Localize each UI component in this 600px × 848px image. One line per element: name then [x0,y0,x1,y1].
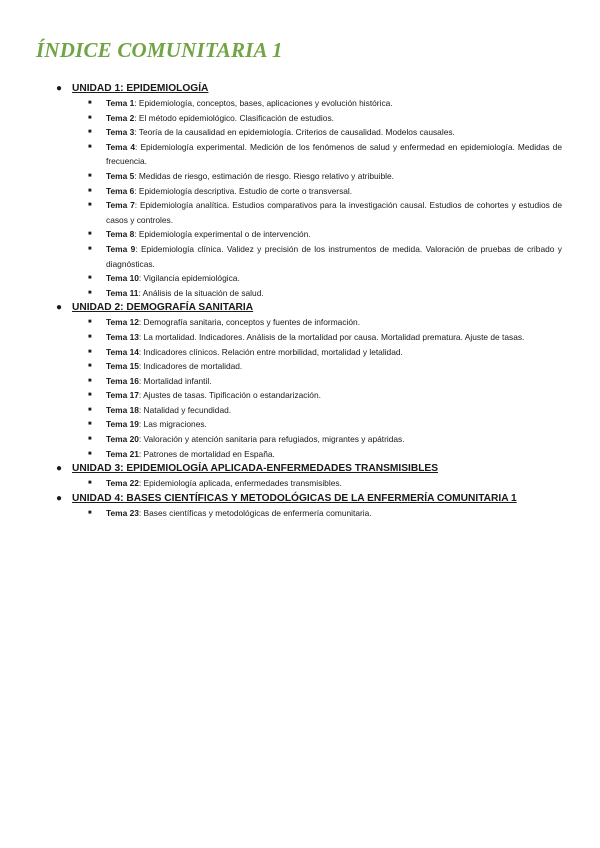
topic-text: : Indicadores clínicos. Relación entre morbilidad, mortalidad y letalidad. [138,346,403,357]
bullet-square-icon: ■ [88,377,92,384]
unit-heading-text: UNIDAD 3: EPIDEMIOLOGÍA APLICADA-ENFERMEDADES TRANSMISIBLES [72,463,439,475]
bullet-square-icon: ■ [88,231,92,238]
bullet-square-icon: ■ [88,187,92,194]
topic-text: : Bases científicas y metodológicas de enfermería comunitaria. [138,507,372,518]
topic-item [88,286,562,301]
topic-label: Tema 17 [106,390,139,401]
topic-item [88,506,562,521]
topic-text: : Epidemiología analítica. Estudios comparativos para la investigación causal. Estudios de cohortes y estudios de casos y controles. [106,200,562,225]
topic-item [88,184,562,199]
unit-heading [56,491,562,506]
topic-text: : El método epidemiológico. Clasificación de estudios. [134,112,334,123]
topic-label: Tema 2 [106,112,135,123]
topic-label: Tema 23 [106,507,139,518]
topic-label: Tema 16 [106,375,139,386]
topic-text: : Epidemiología experimental. Medición de los fenómenos de salud y enfermedad en epidemiología. Medidas de frecuencia. [106,141,562,167]
topic-label: Tema 22 [106,478,139,489]
topic-label: Tema 19 [106,419,139,430]
bullet-square-icon: ■ [88,275,92,282]
topic-label: Tema 13 [106,331,139,342]
topic-item [88,198,562,227]
topic-list [72,506,562,521]
topic-text: : Vigilancia epidemiológica. [138,273,240,284]
topic-item [88,374,562,389]
bullet-square-icon: ■ [88,363,92,370]
topic-label: Tema 15 [106,361,139,372]
unit-heading [56,461,562,476]
topic-item [88,271,562,286]
bullet-square-icon: ■ [88,245,92,252]
topic-label: Tema 5 [106,170,135,181]
topic-item [88,315,562,330]
topic-label: Tema 12 [106,317,139,328]
topic-text: : Epidemiología experimental o de intervención. [134,229,311,240]
topic-label: Tema 20 [106,434,139,445]
topic-text: : Natalidad y fecundidad. [138,404,232,415]
topic-item [88,140,562,169]
unit-section [36,81,562,300]
topic-text: : Teoría de la causalidad en epidemiología. Criterios de causalidad. Modelos causales. [134,127,455,138]
bullet-square-icon: ■ [88,172,92,179]
topic-text: : Medidas de riesgo, estimación de riesgo. Riesgo relativo y atribuible. [134,170,395,181]
topic-text: : Mortalidad infantil. [138,375,212,386]
topic-text: : Epidemiología, conceptos, bases, aplicaciones y evolución histórica. [134,98,393,108]
topic-label: Tema 6 [106,185,135,196]
bullet-dot-icon: ● [56,302,63,314]
topic-text: : Epidemiología descriptiva. Estudio de corte o transversal. [134,185,353,196]
topic-label: Tema 14 [106,346,139,357]
topic-list [72,96,562,300]
topic-text: : Indicadores de mortalidad. [138,361,243,372]
topic-item [88,125,562,140]
topic-list [72,315,562,461]
bullet-square-icon: ■ [88,129,92,136]
topic-list [72,476,562,491]
unit-heading-text: UNIDAD 1: EPIDEMIOLOGÍA [72,83,209,94]
bullet-square-icon: ■ [88,319,92,326]
topic-item [88,330,562,345]
topic-item [88,111,562,126]
topic-text: : Ajustes de tasas. Tipificación o estandarización. [138,390,321,401]
unit-heading [56,300,562,315]
topic-label: Tema 18 [106,404,139,415]
topic-item [88,432,562,447]
topic-item [88,447,562,462]
unit-heading [56,81,562,96]
page-title: ÍNDICE COMUNITARIA 1 [36,38,283,62]
bullet-square-icon: ■ [88,421,92,428]
bullet-square-icon: ■ [88,333,92,340]
unit-section [36,461,562,491]
topic-text: : Las migraciones. [138,419,207,430]
unit-section [36,491,562,521]
topic-label: Tema 21 [106,448,139,459]
topic-text: : Epidemiología aplicada, enfermedades transmisibles. [138,478,342,489]
bullet-dot-icon: ● [56,492,63,504]
topic-label: Tema 7 [106,200,135,211]
unit-heading-text: UNIDAD 2: DEMOGRAFÍA SANITARIA [72,302,254,314]
topic-label: Tema 11 [106,287,139,298]
bullet-square-icon: ■ [88,480,92,487]
topic-item [88,403,562,418]
topic-item [88,388,562,403]
topic-label: Tema 10 [106,273,139,284]
bullet-square-icon: ■ [88,202,92,209]
topic-item [88,96,562,111]
topic-text: : Epidemiología clínica. Validez y precisión de los instrumentos de medida. Valoración de pruebas de cribado y diagnósticas. [106,243,562,269]
topic-item [88,169,562,184]
unit-list [36,81,562,520]
topic-text: : Análisis de la situación de salud. [138,287,264,298]
topic-item [88,476,562,491]
bullet-square-icon: ■ [88,114,92,121]
bullet-square-icon: ■ [88,406,92,413]
topic-item [88,359,562,374]
topic-item [88,345,562,360]
topic-item [88,242,562,271]
bullet-square-icon: ■ [88,436,92,443]
bullet-square-icon: ■ [88,143,92,150]
topic-label: Tema 1 [106,98,135,108]
bullet-square-icon: ■ [88,289,92,296]
bullet-square-icon: ■ [88,392,92,399]
topic-label: Tema 4 [106,141,136,152]
unit-heading-text: UNIDAD 4: BASES CIENTÍFICAS Y METODOLÓGICAS DE LA ENFERMERÍA COMUNITARIA 1 [72,492,517,504]
bullet-square-icon: ■ [88,348,92,355]
bullet-square-icon: ■ [88,450,92,457]
topic-label: Tema 3 [106,127,135,138]
topic-text: : Patrones de mortalidad en España. [138,448,275,459]
bullet-dot-icon: ● [56,463,63,475]
topic-item [88,227,562,242]
topic-item [88,417,562,432]
topic-label: Tema 8 [106,229,135,240]
topic-text: : Valoración y atención sanitaria para refugiados, migrantes y apátridas. [138,434,405,445]
unit-section [36,300,562,461]
topic-text: : Demografía sanitaria, conceptos y fuentes de información. [138,317,361,328]
bullet-square-icon: ■ [88,100,92,106]
bullet-dot-icon: ● [56,83,63,94]
bullet-square-icon: ■ [88,509,92,516]
topic-text: : La mortalidad. Indicadores. Análisis de la mortalidad por causa. Mortalidad prematura. Ajuste de tasas. [138,331,525,342]
topic-label: Tema 9 [106,243,136,254]
